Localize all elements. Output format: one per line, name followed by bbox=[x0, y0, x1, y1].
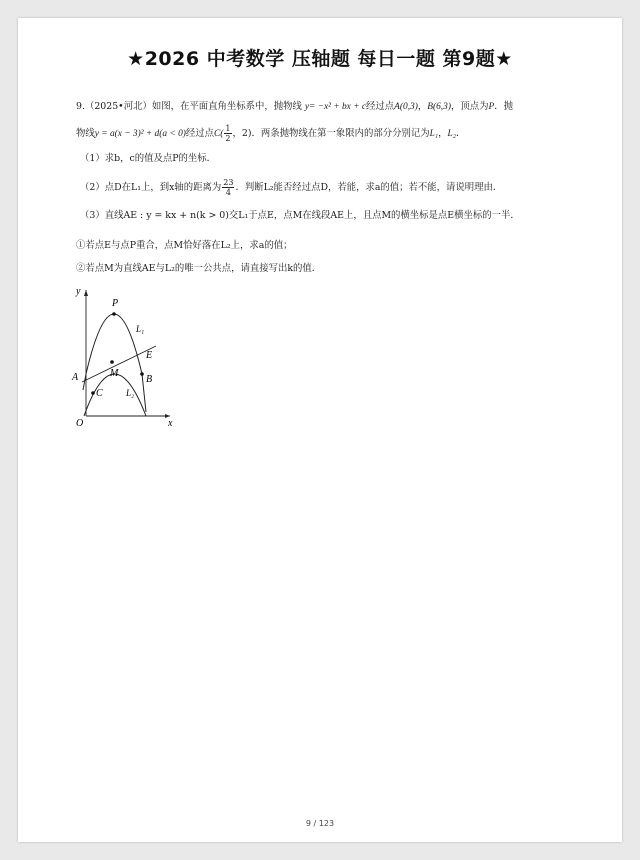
point-b: B(6,3) bbox=[427, 102, 451, 112]
curve-l2 bbox=[84, 374, 146, 416]
page-number: 9 / 123 bbox=[305, 819, 335, 828]
point-m-dot bbox=[110, 360, 114, 364]
problem-source: （2025•河北） bbox=[84, 101, 152, 112]
y-axis-arrow bbox=[84, 290, 88, 296]
problem-line-2: 物线y = a(x − 3)² + d(a < 0)经过点C( $\frac{1}{2}$ ，2)．两条抛物线在第一象限内的部分分别记为L₁，L₂． bbox=[76, 124, 466, 143]
question-2-prefix: （2）点D在L₁上，到x轴的距离为 bbox=[80, 182, 222, 193]
question-2 bbox=[80, 178, 502, 197]
intro-mid-text: 经过点 bbox=[366, 101, 395, 112]
question-3-part-1: ①若点E与点P重合，点M恰好落在L₂上，求a的值； bbox=[76, 240, 293, 251]
curve-l1-ref: L₁ bbox=[429, 129, 439, 139]
fraction-numerator: 23 bbox=[223, 178, 234, 187]
intro-text: 如图，在平面直角坐标系中，抛物线 bbox=[151, 101, 302, 112]
l2-label: L₂ bbox=[126, 388, 135, 398]
origin-label: O bbox=[76, 418, 84, 429]
equation-1-lhs: y bbox=[304, 102, 310, 112]
point-b-dot bbox=[140, 372, 144, 376]
fraction-denominator: 4 bbox=[225, 188, 231, 197]
curve-l2-ref: L₂ bbox=[447, 129, 456, 139]
p-label: P bbox=[112, 298, 119, 309]
question-2-suffix: ．判断L₂能否经过点D，若能，求a的值；若不能，请说明理由． bbox=[235, 182, 503, 193]
problem-number: 9. bbox=[76, 101, 85, 112]
question-2-fraction bbox=[222, 178, 234, 197]
problem-line-1 bbox=[76, 100, 513, 114]
question-3-part-2: ②若点M为直线AE与L₂的唯一公共点，请直接写出k的值． bbox=[76, 263, 322, 274]
point-c-dot bbox=[91, 391, 95, 395]
point-c-label: C( bbox=[214, 129, 224, 139]
x-axis-label: x bbox=[168, 418, 173, 429]
line2-prefix: 物线 bbox=[76, 128, 95, 139]
l1-label: L₁ bbox=[136, 324, 145, 334]
fraction-numerator: 1 bbox=[225, 124, 231, 133]
equation-1-rhs: = −x² + bx + c bbox=[309, 102, 367, 112]
intro-tail-text: ．抛 bbox=[494, 101, 513, 112]
line2-tail: ． bbox=[456, 128, 466, 139]
fraction-denominator: 2 bbox=[225, 134, 231, 143]
line-ae bbox=[82, 346, 156, 382]
intro-end-text: ，顶点为 bbox=[450, 101, 489, 112]
question-3: （3）直线AE : y = kx + n(k > 0)交L₁于点E，点M在线段AE上，且点M的横坐标是点E横坐标的一半． bbox=[80, 210, 520, 221]
point-c-rest: ，2) bbox=[232, 128, 252, 139]
point-c-fraction bbox=[224, 124, 231, 143]
point-p-dot bbox=[112, 312, 116, 316]
question-1: （1）求b，c的值及点P的坐标． bbox=[80, 153, 217, 164]
document-page bbox=[18, 18, 622, 842]
point-a: A(0,3) bbox=[394, 102, 418, 112]
page-title: ★2026 中考数学 压轴题 每日一题 第9题★ bbox=[127, 48, 513, 70]
y-axis-label: y bbox=[76, 286, 81, 297]
e-label: E bbox=[146, 350, 153, 361]
equation-2: y = a(x − 3)² + d(a < 0) bbox=[94, 129, 186, 139]
separator: ， bbox=[417, 101, 428, 112]
vertex-p: P bbox=[488, 102, 495, 112]
parabola-figure bbox=[70, 280, 180, 430]
a-label: A bbox=[72, 372, 79, 383]
line2-mid: 经过点 bbox=[185, 128, 215, 139]
b-label: B bbox=[146, 374, 153, 385]
m-label: M bbox=[110, 368, 119, 379]
line2-end: ．两条抛物线在第一象限内的部分分别记为 bbox=[251, 128, 430, 139]
c-label: C bbox=[96, 388, 103, 399]
